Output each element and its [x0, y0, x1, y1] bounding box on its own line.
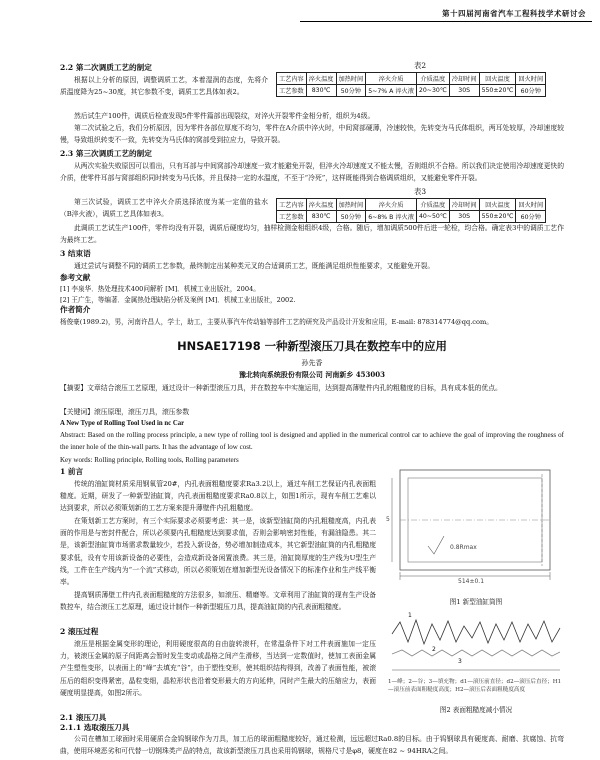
figure-2-label-fill: 3	[458, 658, 462, 665]
figure-1-caption: 图1 新型油缸筒图	[449, 598, 503, 606]
table-cell: 550±20℃	[479, 85, 516, 97]
table-3-data-row	[277, 211, 546, 223]
keywords-en: Key words: Rolling principle, Rolling tools, Rolling parameters	[60, 456, 239, 464]
table-cell: 20~30℃	[416, 85, 449, 97]
section-2-1-1-title: 2.1.1 选取滚压刀具	[60, 723, 130, 732]
article-title: HNSAE17198 一种新型滚压刀具在数控车中的应用	[177, 339, 447, 353]
figure-2-label-valley: 2	[432, 646, 436, 653]
table-header-cell: 冷却时间	[449, 199, 479, 211]
figure-1-dim-left: 5	[386, 516, 390, 523]
section-1-para-1: 传统的油缸筒材质采用钢氧管20#，内孔表面粗糙度要求Ra3.2以上，通过车削工艺保证内孔表面粗糙度。近期，研发了一种新型油缸筒，内孔表面粗糙度要求Ra0.8以上，如图1所示，现有车削工艺难以达到要求，所以必须策划新的工艺方案来提升薄壁件内孔粗糙度。	[60, 480, 376, 513]
table-cell: 30S	[449, 85, 479, 97]
table-cell: 40~50℃	[416, 211, 449, 223]
figure-2-legend: 1—峰；2—谷；3—填充物；d1—滚压前直径；d2—滚压后直径；H1—滚压前表面粗糙度高度；H2—滚压后表面粗糙度高度	[388, 679, 562, 693]
reference-1: [1] 李泉华．热处理技术400问解析 [M]．机械工业出版社，2004。	[60, 285, 260, 293]
header-rule	[300, 21, 592, 22]
section-2-title: 2 滚压过程	[60, 627, 99, 636]
keywords-cn: 【关键词】滚压原理，滚压刀具，滚压参数	[60, 408, 190, 416]
table-3	[276, 198, 546, 223]
table-cell: 30S	[449, 211, 479, 223]
section-2-para-1: 滚压是根据金属变形的理论，利用硬度很高的自由旋转滚杆，在常温条件下对工件表面施加一定压力，被滚压金属的原子间距离会暂时发生变动或晶格之间产生滑移，当达到一定数值时，使加工表面金属产生塑性变形，以表面上的“峰”去填充“谷”，由于塑性变形，使其组织结构得到，改善了表面性能，被滚压后的组织变得紧密，晶粒变细，晶粒形状也沿着变形最大的方向延伸，同时产生最大的压缩应力，表面硬度明显提高，如图2所示。	[60, 640, 376, 697]
references-title: 参考文献	[60, 273, 91, 282]
table-3-header-row	[277, 199, 546, 211]
figure-2-caption: 图2 表面粗糙度减小情况	[439, 706, 513, 714]
title-en: A New Type of Rolling Tool Used in nc Car	[60, 420, 185, 427]
table-header-cell: 回火温度	[479, 73, 516, 85]
table-cell: 50分钟	[336, 85, 366, 97]
table-cell: 6~8% B 淬火液	[366, 211, 417, 223]
table-cell: 工艺参数	[277, 211, 307, 223]
section-2-2-para-3: 第二次试验之后，我们分析原因，因为零件各部位厚度不均匀，零件在A介质中淬火时，中间窝部硬薄，冷速较快，先转变为马氏体组织，两耳处较厚，冷却速度较慢，导致组织转变不一致，先转变为马氏体的窝部受到拉应力，导致开裂。	[60, 124, 564, 145]
section-2-1-1-para-1: 公司在槽加工球面时采用硬质合金钨钢球作为刀具，加工后的球面粗糙度较好，通过检测，远远超过Ra0.8的目标。由于钨钢球具有硬度高、耐磨、抗腐蚀、抗弯曲，使用环境恶劣和可代替一切钢珠类产品的特点，故该新型滚压刀具也采用钨钢球，规格尺寸是φ8，硬度在82 ~ 94HRA之间。	[60, 735, 564, 756]
table-header-cell: 回火时间	[516, 199, 546, 211]
table-cell: 5~7% A 淬火液	[366, 85, 417, 97]
table-header-cell: 淬火温度	[306, 199, 336, 211]
table-header-cell: 加热时间	[336, 73, 366, 85]
table-header-cell: 工艺内容	[277, 199, 307, 211]
abstract-en: Abstract: Based on the rolling process principle, a new type of rolling tool is designed and applied in the numerical control car to achieve the goal of improving the roughness of the inner hole of the thin-wall parts. It has the advantage of low cost.	[60, 431, 564, 451]
section-1-para-3: 提高钢质薄壁工件内孔表面粗糙度的方法很多，如滚压、精磨等。文章利用了油缸筒的现有生产设备数控车，结合滚压工艺原理，通过设计制作一种新型辊压刀具，提高油缸筒的内孔表面粗糙度。	[60, 591, 376, 612]
section-1-para-2: 在策划新工艺方案时，有三个实际要求必须要考虑：其一是，该新型油缸筒的内孔粗糙度高，内孔表面的作用是与密封件配合，所以必须要内孔粗糙度达到要求值，否则会影响密封性能，有漏油隐患。其二是，该新型油缸筒市场需求数量较少，若投入新设备，势必增加制造成本，其它新型油缸筒的内孔粗糙度要求低，设有专用该新设备的必要性，会造成新设备闲置浪费。其三是，油缸筒厚度的生产线为U型生产线，工件在生产线内为“一个流”式移动，所以必须策划在增加新型光设备情况下的标准作业和生产线平衡率。	[60, 517, 376, 587]
table-cell: 830℃	[306, 211, 336, 223]
section-2-3-para-3: 此调质工艺试生产100件，零件均没有开裂，调质后硬度均匀，抽样检测金相组织4级，合格。随后，增加调质500件后进一轮检，均合格。确定表3中的调质工艺作为最终工艺。	[60, 224, 564, 245]
running-header: 第十四届河南省汽车工程科技学术研讨会	[442, 9, 586, 18]
table-2	[276, 72, 546, 97]
table-cell: 550±20℃	[479, 211, 516, 223]
table-cell: 60分钟	[516, 85, 546, 97]
author-bio: 杨俊豪(1989.2)，男，河南许昌人，学士，助工，主要从事汽车传动轴等部件工艺的研究及产品设计开发和应用，E-mail: 878314774@qq.com。	[60, 318, 493, 326]
author-intro-title: 作者简介	[60, 305, 91, 314]
table-2-header-row	[277, 73, 546, 85]
table-header-cell: 工艺内容	[277, 73, 307, 85]
section-3-para-1: 通过尝试与调整不同的调质工艺参数，最终制定出某种类元叉的合适调质工艺，既能满足组织性能要求，又能避免开裂。	[74, 262, 435, 270]
table-header-cell: 回火时间	[516, 73, 546, 85]
table-header-cell: 回火温度	[479, 199, 516, 211]
figure-1-roughness-label: 0.8Rmax	[450, 544, 477, 551]
figure-2-drawing	[388, 612, 564, 676]
article-affiliation: 豫北转向系统股份有限公司 河南新乡 453003	[238, 370, 386, 379]
section-2-3-para-1: 从两次实验失败原因可以看出，只有耳部与中间窝部冷却速度一致才能避免开裂，但淬火冷却速度又不能太慢，否则组织不合格。所以我们决定使用冷却速度更快的介质，使零件耳部与窝部组织同时转变为马氏体，并且保持一定的水温度，不至于“冷死”，这样既能得到合格调质组织，又能避免零件开裂。	[60, 162, 564, 183]
table-header-cell: 加热时间	[336, 199, 366, 211]
section-2-3-title: 2.3 第三次调质工艺的制定	[60, 149, 152, 158]
section-2-3-para-2: 第三次试验，调质工艺中淬火介质选择浓度为某一定值的盐水（B淬火液），调质工艺具体如表3。	[60, 198, 268, 219]
section-1-title: 1 前言	[60, 467, 84, 476]
section-3-title: 3 结束语	[60, 249, 91, 258]
table-header-cell: 冷却时间	[449, 73, 479, 85]
figure-2-label-peak: 1	[408, 612, 412, 619]
table-cell: 工艺参数	[277, 85, 307, 97]
section-2-2-title: 2.2 第二次调质工艺的制定	[60, 63, 152, 72]
table-cell: 830℃	[306, 85, 336, 97]
table-cell: 50分钟	[336, 211, 366, 223]
table-header-cell: 介质温度	[416, 199, 449, 211]
article-author: 孙先香	[301, 359, 323, 367]
section-2-2-para-1: 根据以上分析的原因，调整调质工艺，本着湿润的态度，先将介质温度降为25~30度，其它参数不变，调质工艺具体如表2。	[60, 76, 268, 97]
table-2-data-row	[277, 85, 546, 97]
figure-1-drawing	[388, 466, 564, 590]
table-header-cell: 淬火介质	[366, 199, 417, 211]
table-3-title: 表3	[413, 187, 427, 196]
reference-2: [2] 王广生，等编著．金属热处理缺陷分析及案例 [M]．机械工业出版社，2002.	[60, 296, 296, 304]
section-2-2-para-2: 然后试生产100件，调质后检查发现5件零件篇部出现裂纹，对淬火开裂零件金相分析，组织为4级。	[74, 112, 375, 120]
table-header-cell: 淬火介质	[366, 73, 417, 85]
figure-1-dim-bottom: 514±0.1	[458, 578, 485, 585]
table-header-cell: 淬火温度	[306, 73, 336, 85]
abstract-cn: 【摘要】文章结合滚压工艺原理，通过设计一种新型滚压刀具，并在数控车中实施运用，达到提高薄壁件内孔的粗糙度的目标，具有成本低的优点。	[60, 384, 502, 392]
table-2-title: 表2	[413, 61, 427, 70]
table-header-cell: 介质温度	[416, 73, 449, 85]
section-2-1-title: 2.1 滚压刀具	[60, 713, 107, 722]
table-cell: 60分钟	[516, 211, 546, 223]
